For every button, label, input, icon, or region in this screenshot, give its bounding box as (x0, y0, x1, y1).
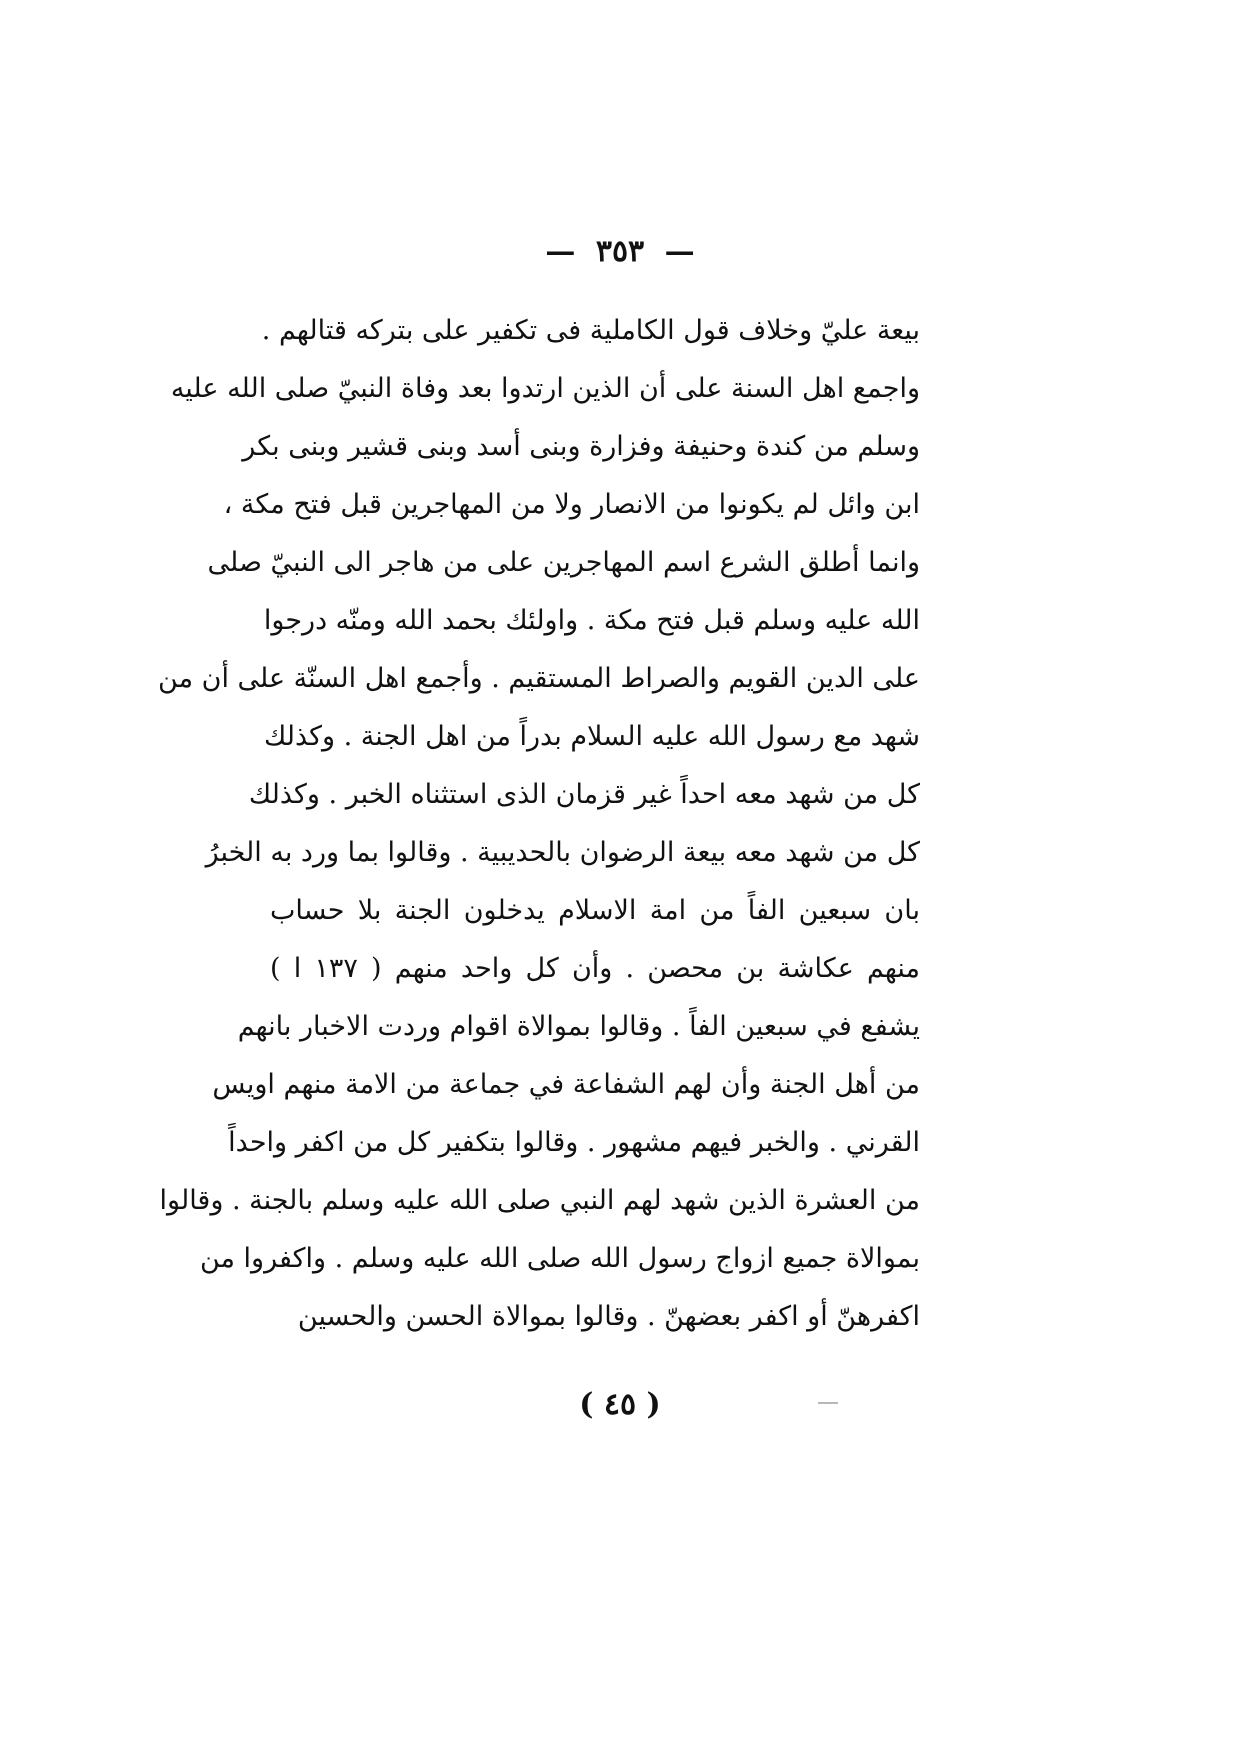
text-line-5: وانما أطلق الشرع اسم المهاجرين على من هاجر الى النبيّ صلى (207, 547, 920, 578)
signature-mark: ( ٤٥ ) (579, 1387, 661, 1422)
text-line-9: كل من شهد معه احداً غير قزمان الذى استثناه الخبر . وكذلك (248, 779, 920, 810)
text-line-15: القرني . والخبر فيهم مشهور . وقالوا بتكفير كل من اكفر واحداً (228, 1127, 920, 1158)
text-line-7: على الدين القويم والصراط المستقيم . وأجمع اهل السنّة على أن من (158, 663, 920, 694)
text-line-17: بموالاة جميع ازواج رسول الله صلى الله عليه وسلم . واكفروا من (199, 1243, 920, 1274)
text-line-12: منهم عكاشة بن محصن . وأن كل واحد منهم ( ١٣٧ ا ) (270, 953, 920, 984)
page-number: ٣٥٣ (595, 234, 645, 269)
header-dash-right: — (664, 234, 695, 269)
text-line-14: من أهل الجنة وأن لهم الشفاعة في جماعة من الامة منهم اويس (212, 1069, 920, 1100)
text-line-16: من العشرة الذين شهد لهم النبي صلى الله عليه وسلم بالجنة . وقالوا (159, 1185, 920, 1216)
text-line-6: الله عليه وسلم قبل فتح مكة . واولئك بحمد الله ومنّه درجوا (263, 605, 920, 636)
header-dash-left: — (545, 234, 576, 269)
text-line-13: يشفع في سبعين الفاً . وقالوا بموالاة اقوام وردت الاخبار بانهم (237, 1011, 920, 1042)
text-line-1: بيعة عليّ وخلاف قول الكاملية فى تكفير على بتركه قتالهم . (261, 315, 920, 346)
text-line-2: واجمع اهل السنة على أن الذين ارتدوا بعد وفاة النبيّ صلى الله عليه (170, 373, 920, 404)
page-header (0, 232, 1240, 272)
text-line-11: بان سبعين الفاً من امة الاسلام يدخلون الجنة بلا حساب (270, 895, 920, 926)
body-text (158, 302, 920, 1346)
text-line-4: ابن وائل لم يكونوا من الانصار ولا من المهاجرين قبل فتح مكة ، (223, 489, 920, 520)
text-line-18: اكفرهنّ أو اكفر بعضهنّ . وقالوا بموالاة الحسن والحسين (297, 1301, 920, 1332)
text-line-10: كل من شهد معه بيعة الرضوان بالحديبية . وقالوا بما ورد به الخبرُ (205, 837, 920, 868)
text-line-3: وسلم من كندة وحنيفة وفزارة وبنى أسد وبنى قشير وبنى بكر (242, 431, 920, 462)
text-line-8: شهد مع رسول الله عليه السلام بدراً من اهل الجنة . وكذلك (263, 721, 920, 752)
margin-mark (818, 1402, 838, 1404)
